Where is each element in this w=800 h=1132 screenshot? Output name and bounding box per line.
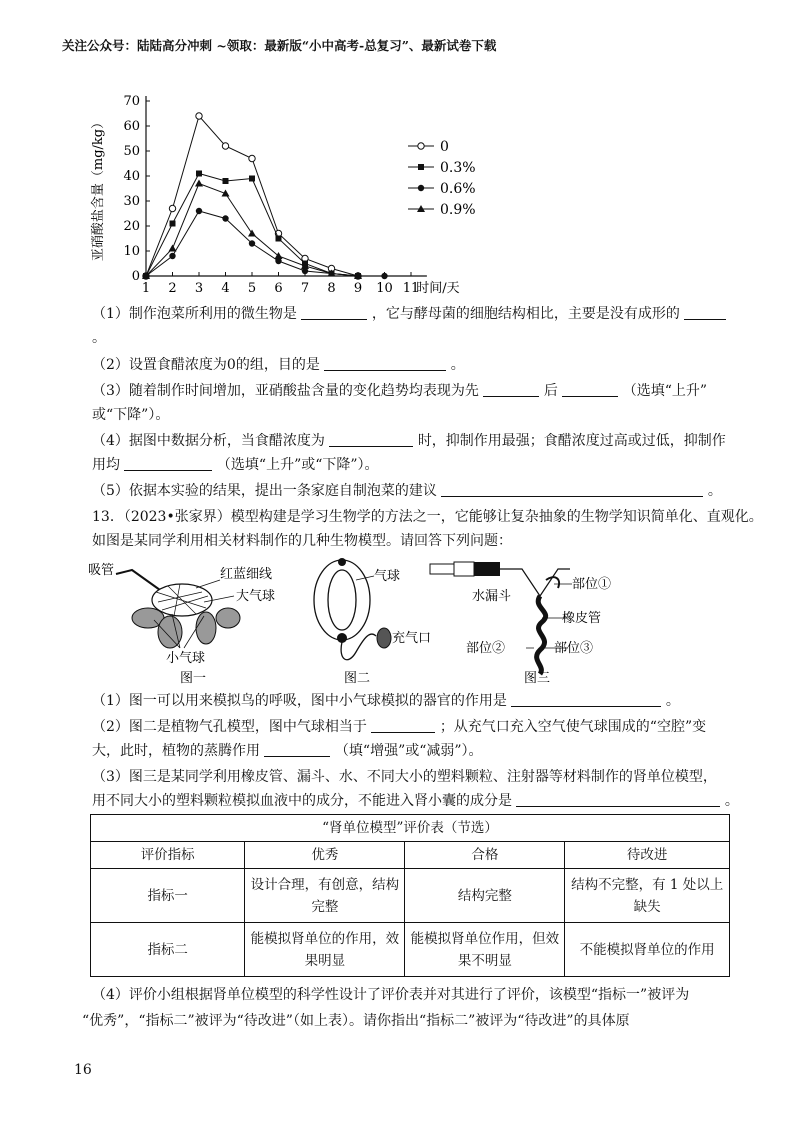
x-tick-label: 7 [300,281,310,296]
x-tick-label: 10 [376,281,393,296]
label-funnel: 水漏斗 [472,589,512,604]
syringe-plunger [430,564,454,574]
data-point [222,215,228,221]
q12-line1 [92,305,726,323]
header-cell: 待改进 [565,842,730,869]
figure-one [88,563,275,686]
q13-p3a: （3）图三是某同学利用橡皮管、漏斗、水、不同大小的塑料颗粒、注射器等材料制作的肾单位模型， [92,769,717,785]
table-header-row [91,842,730,869]
guard-outline-outer [314,560,370,640]
q13-p2-cont [92,742,483,760]
q13-p2a: （2）图二是植物气孔模型，图中气球相当于 [92,719,367,735]
legend-label: 0.9% [440,202,476,218]
figure-three [430,562,611,686]
data-point [249,240,255,246]
page-header: 关注公众号：陆陆高分冲刺 ~领取：最新版“小中高考-总复习”、最新试卷下载 [62,38,497,53]
q13-p1b: 。 [665,693,680,709]
label-straw: 吸管 [88,563,115,578]
answer-blank-1[interactable] [301,305,367,320]
x-tick-label: 3 [194,281,204,296]
q13-p1 [92,692,680,710]
data-point [381,273,387,279]
caption-figure-one: 图一 [180,671,207,686]
legend-marker [418,143,424,149]
rubber-hose [537,596,546,674]
label-hose: 橡皮管 [562,611,602,626]
evaluation-table [90,814,730,977]
data-point [196,113,202,119]
straw-line [116,570,160,590]
q13-p4b: “优秀”，“指标二”被评为“待改进”（如上表）。请你指出“指标二”被评为“待改进”的具体原 [82,1013,630,1029]
y-tick-label: 0 [131,269,140,284]
legend-label: 0.6% [440,181,476,197]
header-cell: 优秀 [245,842,405,869]
y-tick-label: 10 [123,244,140,259]
q12-l5b: 。 [707,483,722,499]
y-tick-label: 20 [123,219,140,234]
label-part3: 部位③ [554,641,594,656]
answer-blank-4[interactable] [483,382,539,397]
q13-intro2: 如图是某同学利用相关材料制作的几种生物模型。请回答下列问题： [92,533,512,549]
balloon-knot-bottom [337,633,347,643]
q13-p3c: 。 [724,793,739,809]
label-balloon: 气球 [374,569,401,584]
data-point [196,208,202,214]
x-tick-label: 8 [327,281,336,296]
q13-p3b: 用不同大小的塑料颗粒模拟血液中的成分，不能进入肾小囊的成分是 [92,793,512,809]
table-cell: 结构不完整，有 1 处以上缺失 [565,869,730,923]
x-tick-label: 9 [353,281,363,296]
q13-p3 [92,792,739,810]
table-title: “肾单位模型”评价表（节选） [91,815,730,842]
header-cell: 合格 [405,842,565,869]
page-number: 16 [74,1062,92,1078]
q13-p2 [92,718,706,736]
answer-blank-11[interactable] [264,742,330,757]
syringe-dark [474,562,500,576]
data-point [169,245,177,252]
small-balloon-3 [196,612,216,644]
data-point [249,155,255,161]
q12-line2 [92,356,465,374]
table-cell: 设计合理，有创意，结构完整 [245,869,405,923]
data-point [169,205,175,211]
legend-marker [418,164,424,170]
y-axis-label: 亚硝酸盐含量（mg/kg） [91,115,106,262]
label-inlet: 充气口 [392,631,432,646]
y-tick-label: 60 [123,119,140,134]
q13-p1a: （1）图一可以用来模拟鸟的呼吸，图中小气球模拟的器官的作用是 [92,693,507,709]
q12-l5a: （5）依据本实验的结果，提出一条家庭自制泡菜的建议 [92,483,437,499]
q12-l1a: （1）制作泡菜所利用的微生物是 [92,306,297,322]
label-part2: 部位② [466,641,506,656]
figure-two [314,558,431,686]
q12-l1b: ，它与酵母菌的细胞结构相比，主要是没有成形的 [371,306,680,322]
table-cell: 结构完整 [405,869,565,923]
q12-l3b: 后 [543,383,558,399]
y-tick-label: 40 [123,169,140,184]
answer-blank-3[interactable] [324,356,446,371]
data-point [196,171,202,177]
q12-line4 [92,432,726,450]
x-tick-label: 5 [247,281,257,296]
syringe-barrel [454,562,474,576]
answer-blank-7[interactable] [124,456,212,471]
x-tick-label: 4 [221,281,230,296]
table-row [91,869,730,923]
label-small-balloon: 小气球 [166,651,206,666]
answer-blank-5[interactable] [562,382,618,397]
data-point [222,190,230,197]
q12-l3c: （选填“上升” [622,383,708,399]
x-axis-label: 时间/天 [416,281,460,296]
model-figures [84,556,684,686]
header-cell: 评价指标 [91,842,245,869]
data-point [170,221,176,227]
data-point [248,230,256,237]
caption-figure-three: 图三 [524,671,551,686]
q13-p2d: （填“增强”或“减弱”）。 [334,743,483,759]
inlet-bulb [377,628,391,648]
caption-figure-two: 图二 [344,671,371,686]
data-point [195,180,203,187]
table-cell: 指标二 [91,923,245,977]
answer-blank-6[interactable] [329,432,413,447]
table-cell: 能模拟肾单位作用，但效果不明显 [405,923,565,977]
label-part1: 部位① [572,577,612,592]
answer-blank-12[interactable] [516,792,720,807]
table-row [91,923,730,977]
q12-l4b: 时，抑制作用最强；食醋浓度过高或过低，抑制作 [417,433,726,449]
q12-line4b [92,456,379,474]
y-tick-label: 70 [123,94,140,109]
answer-blank-2[interactable] [684,305,726,320]
q12-line5 [92,482,722,500]
q12-l1c: 。 [92,330,106,346]
y-tick-label: 50 [123,144,140,159]
table-cell: 指标一 [91,869,245,923]
table-cell: 能模拟肾单位的作用，效果明显 [245,923,405,977]
q13-p2c: 大，此时，植物的蒸腾作用 [92,743,260,759]
q12-l2a: （2）设置食醋浓度为0的组，目的是 [92,357,320,373]
answer-blank-8[interactable] [441,482,703,497]
small-balloon-2 [158,616,182,648]
data-point [169,253,175,259]
q12-l2b: 。 [450,357,465,373]
legend-label: 0 [440,139,449,155]
label-thread: 红蓝细线 [220,567,273,582]
q13-p4a: （4）评价小组根据肾单位模型的科学性设计了评价表并对其进行了评价，该模型“指标一”被评为 [92,987,690,1003]
q12-l4a: （4）据图中数据分析，当食醋浓度为 [92,433,325,449]
data-point [222,143,228,149]
x-tick-label: 1 [141,281,151,296]
balloon-knot-top [338,558,346,566]
nitrite-chart [80,88,500,308]
q12-l4c: 用均 [92,457,120,473]
answer-blank-9[interactable] [511,692,661,707]
legend-marker [418,185,424,191]
q12-line3 [92,382,707,400]
answer-blank-10[interactable] [371,718,435,733]
q12-l3a: （3）随着制作时间增加，亚硝酸盐含量的变化趋势均表现为先 [92,383,479,399]
glomerulus-coil [546,577,559,588]
x-tick-label: 11 [402,281,420,296]
data-point [276,236,282,242]
data-point [223,178,229,184]
series-line-0.6% [146,211,385,276]
series-line-0 [146,116,358,276]
data-point [249,176,255,182]
table-cell: 不能模拟肾单位的作用 [565,923,730,977]
q13-p2b: ；从充气口充入空气使气球围成的“空腔”变 [439,719,707,735]
q13-intro1: 13．（2023•张家界）模型构建是学习生物学的方法之一，它能够让复杂抽象的生物学知识简单化、直观化。 [92,509,763,525]
small-balloon-4 [216,608,240,628]
label-big-balloon: 大气球 [236,589,276,604]
x-tick-label: 2 [168,281,177,296]
x-tick-label: 6 [274,281,283,296]
legend-label: 0.3% [440,160,476,176]
guard-outline-inner [328,570,356,630]
table-title-row [91,815,730,842]
y-tick-label: 30 [123,194,140,209]
q12-l4d: （选填“上升”或“下降”）。 [216,457,379,473]
q12-l3d: 或“下降”）。 [92,407,170,423]
